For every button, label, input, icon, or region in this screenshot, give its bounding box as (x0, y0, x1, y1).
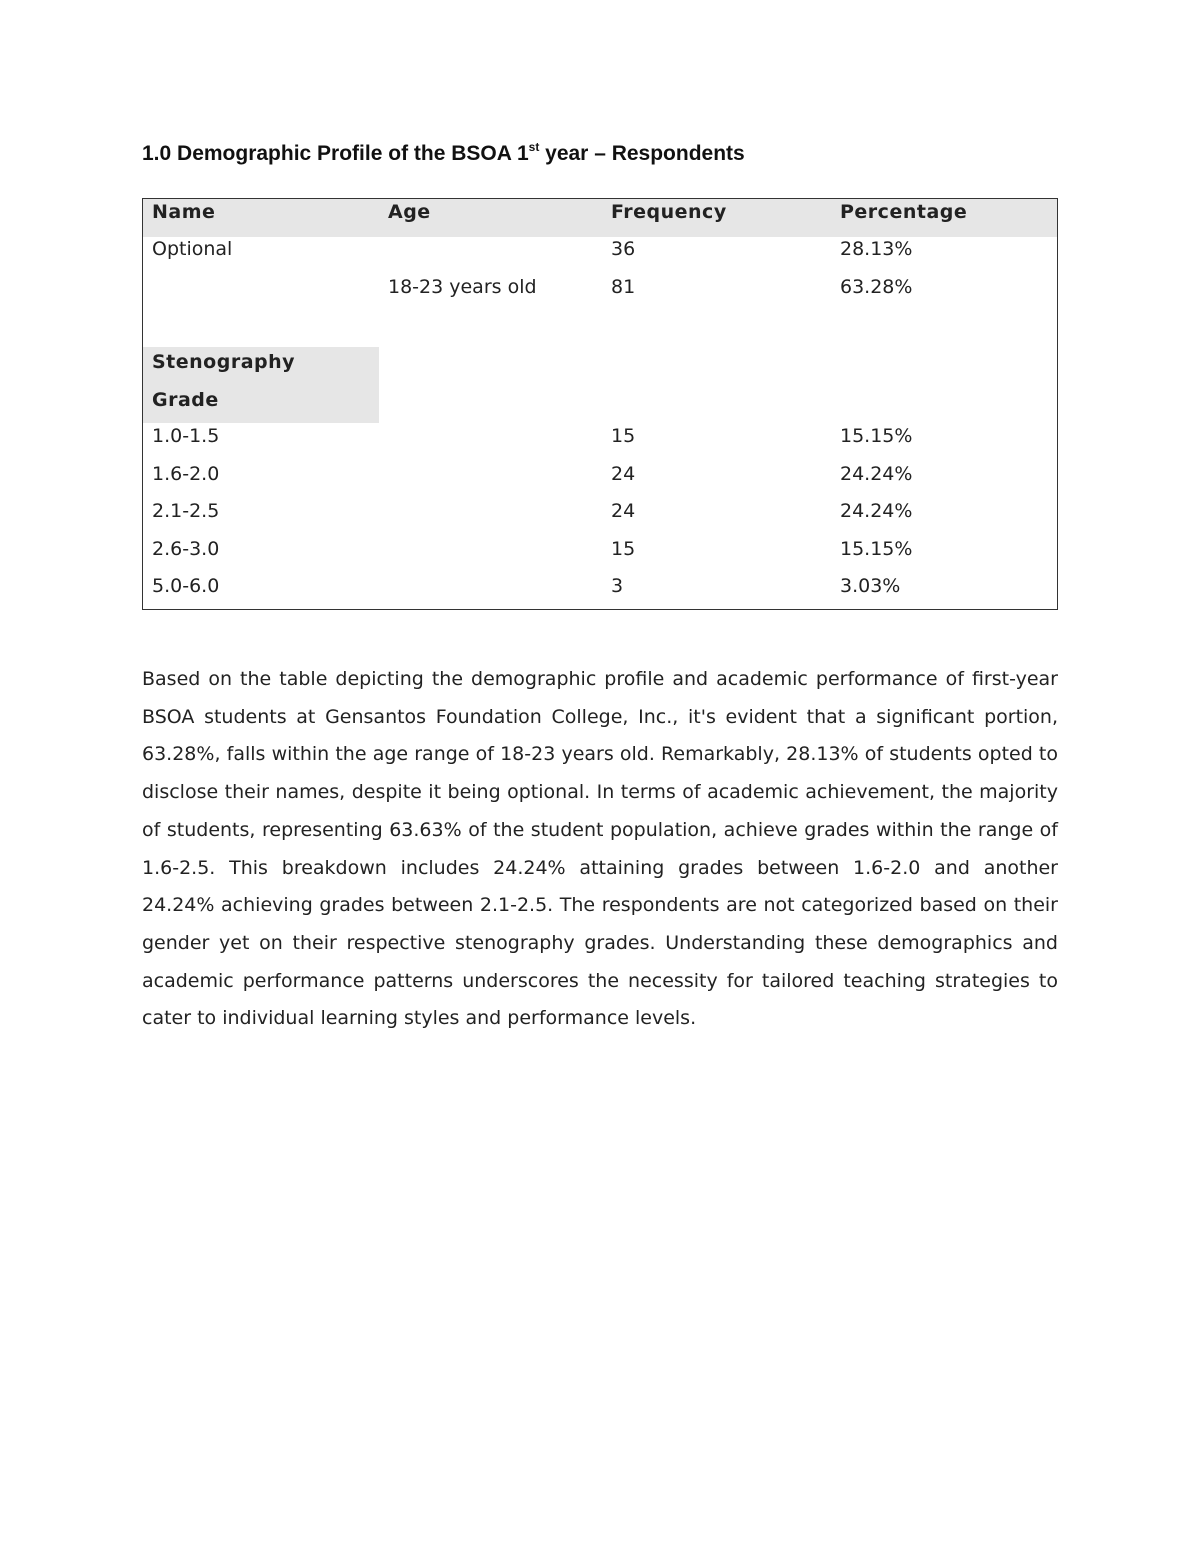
grade-row-grade: 5.0-6.0 (152, 575, 220, 597)
grade-row-grade: 2.1-2.5 (152, 500, 220, 522)
grade-row-frequency: 24 (611, 463, 636, 485)
title-prefix: 1.0 Demographic Profile of the BSOA 1 (142, 142, 529, 165)
age-row-label: 18-23 years old (388, 276, 537, 298)
age-row-frequency: 81 (611, 276, 636, 298)
demographic-profile-table (142, 198, 1058, 610)
grade-row-percentage: 15.15% (840, 425, 913, 447)
grade-row-frequency: 24 (611, 500, 636, 522)
grade-row-percentage: 3.03% (840, 575, 901, 597)
header-age: Age (388, 201, 431, 223)
title-superscript: st (528, 140, 540, 154)
section-heading-line1: Stenography (152, 351, 296, 373)
age-row-percentage: 63.28% (840, 276, 913, 298)
page-title (142, 141, 745, 166)
header-frequency: Frequency (611, 201, 727, 223)
grade-row-grade: 1.0-1.5 (152, 425, 220, 447)
grade-row-percentage: 24.24% (840, 500, 913, 522)
grade-row-grade: 1.6-2.0 (152, 463, 220, 485)
grade-row-frequency: 15 (611, 538, 636, 560)
grade-row-frequency: 3 (611, 575, 624, 597)
grade-row-grade: 2.6-3.0 (152, 538, 220, 560)
grade-row-percentage: 15.15% (840, 538, 913, 560)
name-row-frequency: 36 (611, 238, 636, 260)
analysis-paragraph: Based on the table depicting the demographic profile and academic performance of first-year BSOA students at Gensantos Foundation College, Inc., it's evident that a significant portion, 63.28%, falls within the age range of 18-23 years old. Remarkably, 28.13% of students opted to disclose their names, despite it being optional. In terms of academic achievement, the majority of students, representing 63.63% of the student population, achieve grades within the range of 1.6-2.5. This breakdown includes 24.24% attaining grades between 1.6-2.0 and another 24.24% achieving grades between 2.1-2.5. The respondents are not categorized based on their gender yet on their respective stenography grades. Understanding these demographics and academic performance patterns underscores the necessity for tailored teaching strategies to cater to individual learning styles and performance levels. (142, 668, 1058, 1030)
name-row-label: Optional (152, 238, 233, 260)
header-name: Name (152, 201, 216, 223)
header-percentage: Percentage (840, 201, 968, 223)
section-heading-line2: Grade (152, 389, 219, 411)
name-row-percentage: 28.13% (840, 238, 913, 260)
title-suffix: year – Respondents (539, 142, 745, 165)
grade-row-frequency: 15 (611, 425, 636, 447)
grade-row-percentage: 24.24% (840, 463, 913, 485)
